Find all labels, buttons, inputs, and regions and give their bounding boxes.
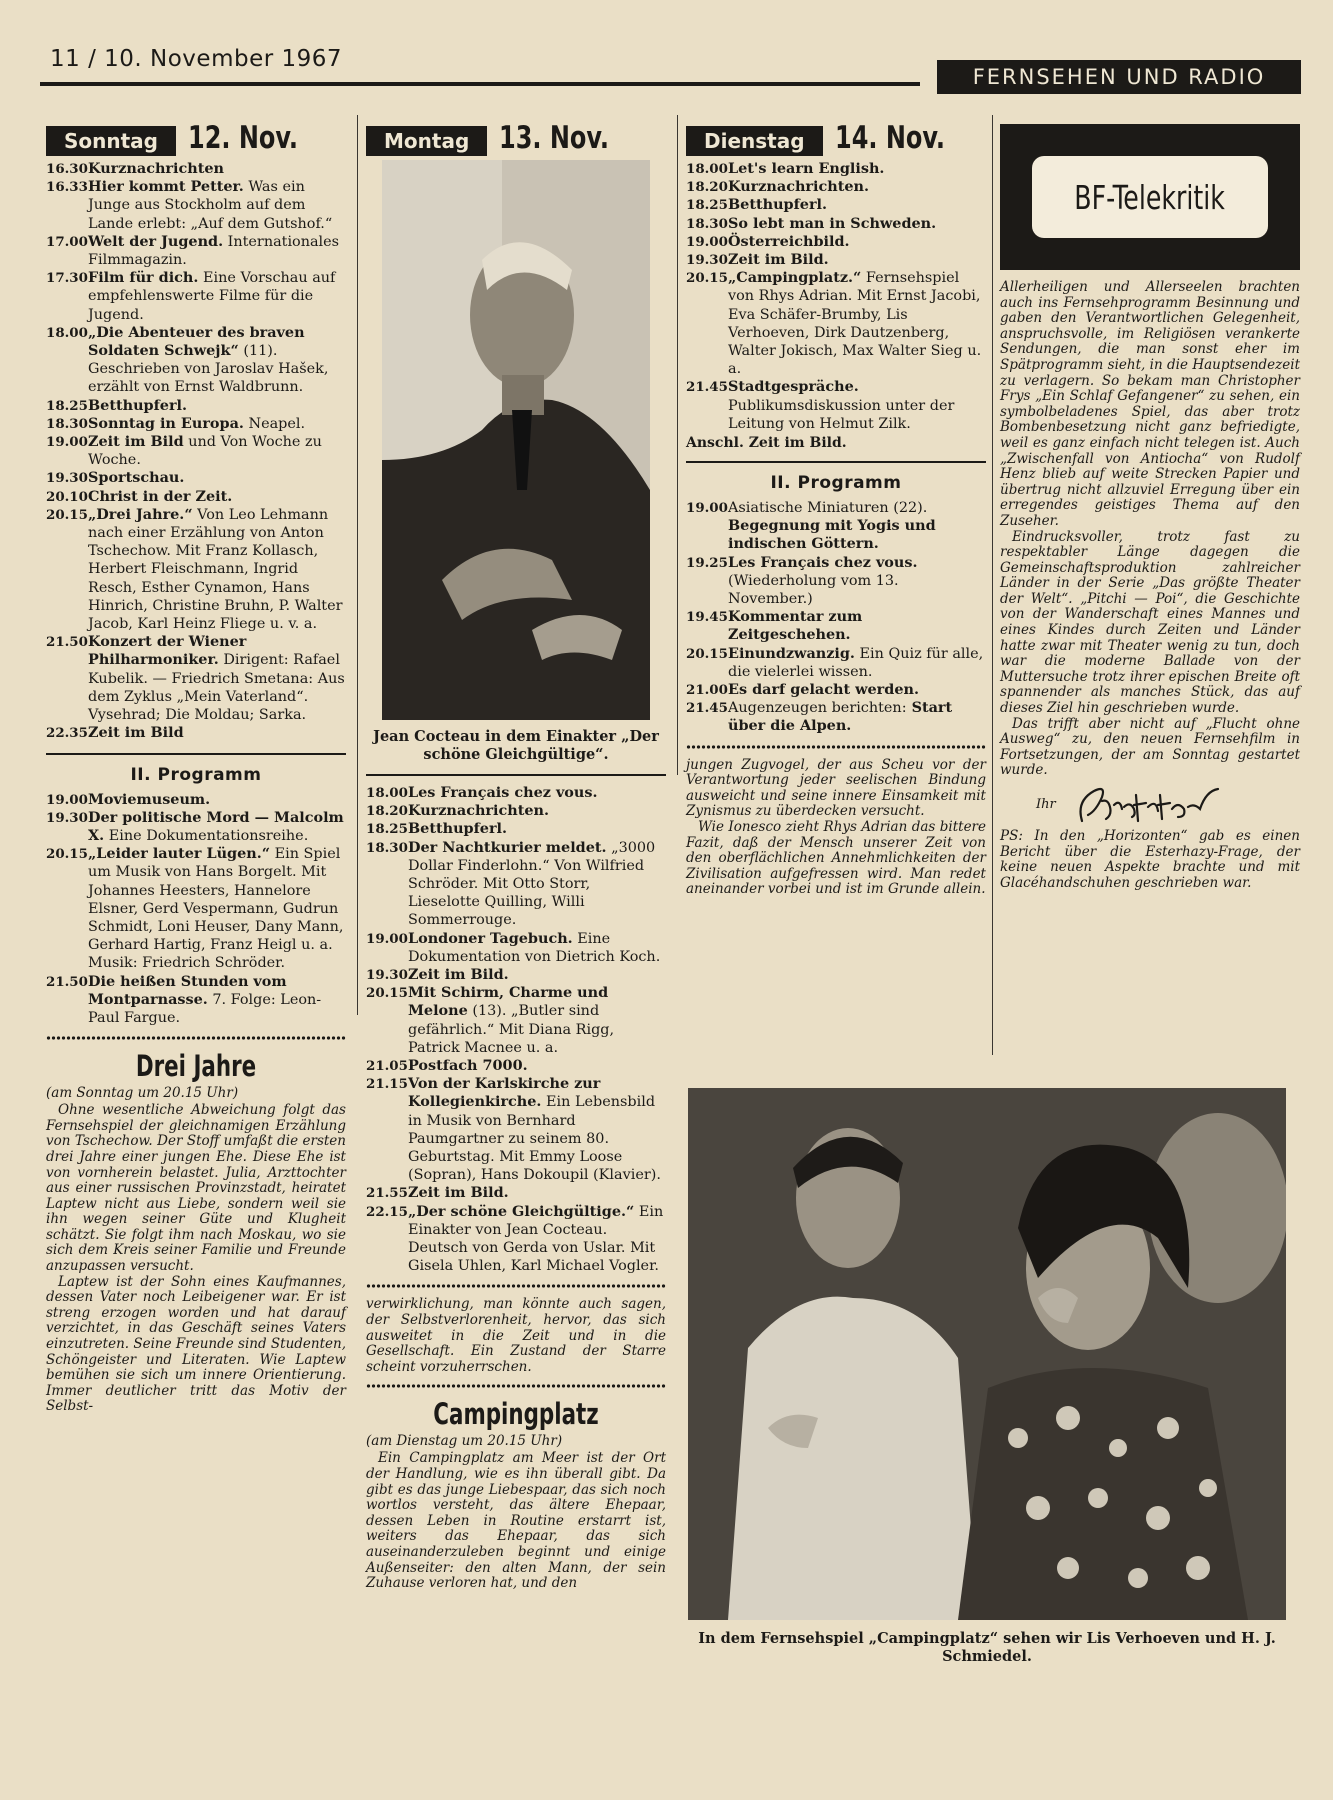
program-title: Es darf gelacht werden. [728, 681, 919, 699]
program-title: Betthupferl. [88, 396, 188, 414]
program-time: 18.20 [366, 803, 408, 820]
program-title: Begegnung mit Yogis und indischen Göttern. [728, 517, 936, 553]
program-entry [686, 269, 986, 378]
portrait-illustration [382, 160, 650, 720]
program-entry [46, 160, 346, 178]
program-desc: (11). Geschrieben von Jaroslav Hašek, erzählt von Ernst Waldbrunn. [88, 343, 329, 396]
program-desc: Publikumsdiskussion unter der Leitung von Helmut Zilk. [728, 397, 955, 432]
paragraph: Allerheiligen und Allerseelen brachten auch ins Fernsehprogramm Besinnung und gaben den Verantwortlichen Gelegenheit, anspruchsvolle, im Religiösen verankerte Sendungen, die man sonst eher im Spätprogramm sieht, in die Hauptsendezeit zu verlagern. So bekam man Christopher Frys „Ein Schlaf Gefangener“ zu sehen, ein symbolbeladenes Spiel, das aber trotz Bombenbesetzung nicht ganz befriedigte, weil es ganz einfach nicht telegen ist. Auch „Zwischenfall von Antiocha“ von Rudolf Henz blieb auf weite Strecken Papier und übertrug nicht allzuviel Erregung über ein erregendes geistiges Thema auf den Zuseher. [1000, 279, 1300, 529]
article-continuation [366, 1297, 666, 1375]
program-text [728, 233, 986, 251]
masthead [40, 42, 1302, 92]
program-title: Let's learn English. [728, 160, 885, 177]
program-title: So lebt man in Schweden. [728, 214, 937, 232]
program-desc: Asiatische Miniaturen (22). [728, 500, 928, 517]
program-entry [366, 1057, 666, 1075]
day-header [366, 110, 666, 156]
program-time: 18.30 [366, 839, 408, 856]
program-title: „Der schöne Gleichgültige.“ [408, 1202, 635, 1220]
telekritik-box [1000, 124, 1300, 270]
article-continuation [686, 758, 986, 898]
photo-caption: In dem Fernsehspiel „Campingplatz“ sehen wir Lis Verhoeven und H. J. Schmiedel. [698, 1630, 1276, 1665]
review-body [1000, 280, 1300, 779]
program-time: 21.50 [46, 634, 88, 651]
cocteau-photo [382, 160, 650, 720]
program-time: 18.00 [46, 324, 88, 341]
program-desc: und Von Woche zu Woche. [88, 434, 322, 469]
program-entry [46, 488, 346, 506]
program-entry [366, 984, 666, 1057]
program-title: Postfach 7000. [408, 1057, 528, 1075]
program-entry [686, 554, 986, 609]
program-text [88, 324, 346, 397]
program-time: 20.15 [46, 846, 88, 863]
program-title: Zeit im Bild. [408, 966, 509, 984]
paragraph: Laptew ist der Sohn eines Kaufmannes, dessen Vater noch Leibeigener war. Er ist streng erzogen worden und hat darauf verzichtet, in das Geschäft seines Vaters einzutreten. Seine Freunde sind Studenten, Schöngeister und Literaten. Wie Laptew bemühen sie sich um innere Orientierung. Immer deutlicher tritt das Motiv der Selbst- [46, 1273, 346, 1415]
program-time: 19.00 [686, 500, 728, 517]
program-time: 18.30 [46, 415, 88, 432]
section-title: FERNSEHEN UND RADIO [937, 60, 1301, 94]
signature-prefix: Ihr [1036, 796, 1056, 812]
program-time: 18.00 [686, 161, 728, 177]
program-time: 17.30 [46, 270, 88, 287]
program-entry [366, 966, 666, 984]
program-title: Kurznachrichten. [728, 178, 869, 196]
program-text [408, 984, 666, 1057]
program-desc: Eine Dokumentationsreihe. [104, 827, 309, 844]
program-time: 22.35 [46, 725, 88, 742]
program-time: 16.30 [46, 161, 88, 177]
program-time: 19.30 [366, 967, 408, 984]
day-date: 12. Nov. [188, 120, 298, 156]
program-desc: Internationales Filmmagazin. [88, 233, 340, 269]
program-time: 21.55 [366, 1185, 408, 1202]
paragraph: Eindrucksvoller, trotz fast zu respektabler Länge dagegen die Gemeinschaftsproduktion zahlreicher Länder in der Serie „Das größte Theater der Welt“. „Pitchi — Poi“, die Geschichte von der Wanderschaft eines Mannes und eines Kindes durch Zeiten und Länder hatte zwar mit Theater wenig zu tun, doch war die moderne Ballade von der Muttersuche trotz ihrer epischen Breite oft spannender als manches Stück, das auf dieses Ziel hin geschrieben wurde. [1000, 528, 1300, 717]
program-entry [686, 160, 986, 178]
program-entry [46, 269, 346, 324]
program-desc: Eine Vorschau auf empfehlenswerte Filme für die Jugend. [88, 270, 336, 323]
paragraph: Wie Ionesco zieht Rhys Adrian das bittere Fazit, daß der Mensch unserer Zeit von den oberflächlichen Annehmlichkeiten der Zivilisation aufgefressen wird. Man redet aneinander vorbei und ist im Grunde allein. [686, 819, 986, 898]
program-text [728, 178, 986, 196]
program-list [686, 160, 986, 433]
day-date: 13. Nov. [499, 120, 610, 156]
program-desc: Dirigent: Rafael Kubelik. — Friedrich Smetana: Aus dem Zyklus „Mein Vaterland“. Vysehrad; Die Moldau; Sarka. [88, 652, 345, 724]
monday-column [366, 110, 666, 1592]
program-time: 21.50 [46, 973, 88, 990]
program-desc: Fernsehspiel von Rhys Adrian. Mit Ernst Jacobi, Eva Schäfer-Brumby, Lis Verhoeven, Dirk Dautzenberg, Walter Jokisch, Max Walter Sieg u. a. [728, 270, 982, 378]
program-time: 21.15 [366, 1076, 408, 1093]
program-entry [686, 178, 986, 196]
program-desc: 7. Folge: Leon-Paul Fargue. [88, 991, 322, 1026]
sunday-column [46, 110, 346, 1415]
dotted-divider [46, 1035, 346, 1041]
program-entry [366, 1075, 666, 1184]
program-text [88, 973, 346, 1028]
program-entry [366, 802, 666, 820]
signature-block [1000, 779, 1300, 829]
program-time: 19.00 [46, 434, 88, 451]
program-text [88, 809, 346, 845]
program-title: Betthupferl. [408, 820, 508, 838]
program-title: Österreichbild. [728, 232, 850, 250]
program-text [88, 845, 346, 972]
program-title: Einundzwanzig. [728, 644, 855, 662]
program-text [88, 791, 346, 809]
program-entry [46, 178, 346, 233]
program-time: 18.00 [366, 785, 408, 801]
program-text [88, 633, 346, 724]
program-entry [46, 324, 346, 397]
program-desc: Von Leo Lehmann nach einer Erzählung von Anton Tschechow. Mit Franz Kollasch, Herbert Fleischmann, Ingrid Resch, Esther Cynamon, Hans Hinrich, Christine Bruhn, P. Walter Jacob, Karl Heinz Fliege u. v. a. [88, 506, 343, 633]
paragraph: verwirklichung, man könnte auch sagen, der Selbstverlorenheit, hervor, das sich ausweitet in die Zeit und in die Gesellschaft. Ein Zustand der Starre scheint vorzuherrschen. [366, 1296, 666, 1375]
program-text [88, 488, 346, 506]
paragraph: PS: In den „Horizonten“ gab es einen Bericht über die Esterhazy-Frage, der keine neuen Aspekte brachte und mit Glacéhandschuhen geschrieben war. [1000, 828, 1300, 891]
program-text [408, 1075, 666, 1184]
program-entry [686, 499, 986, 554]
program-time: 19.30 [46, 809, 88, 826]
program-desc: Ein Quiz für alle, die vielerlei wissen. [728, 645, 984, 680]
program-title: Zeit im Bild. [408, 1184, 509, 1202]
program-text [728, 251, 986, 269]
program-desc: (Wiederholung vom 13. November.) [728, 572, 899, 608]
program-title: Mit Schirm, Charme und Melone [408, 984, 609, 1020]
program-list [46, 791, 346, 1028]
program-title: „Drei Jahre.“ [88, 505, 193, 523]
photo-caption: Jean Cocteau in dem Einakter „Der schöne Gleichgültige“. [373, 728, 659, 763]
program-text [728, 215, 986, 233]
program-entry [686, 681, 986, 699]
program-desc: Augenzeugen berichten: [728, 700, 907, 717]
program-title: Les Français chez vous. [728, 553, 918, 571]
divider [686, 461, 986, 463]
program-list [366, 784, 666, 1275]
dotted-divider [366, 1283, 666, 1289]
article-subtitle: (am Sonntag um 20.15 Uhr) [46, 1085, 239, 1102]
program-text [88, 160, 346, 178]
telekritik-column [1000, 124, 1300, 891]
column-divider [992, 115, 993, 1055]
program-text [408, 802, 666, 820]
program-desc: (13). „Butler sind gefährlich.“ Mit Diana Rigg, Patrick Macnee u. a. [408, 1003, 615, 1056]
column-divider [357, 115, 358, 1015]
program-text [728, 269, 986, 378]
program-title: Sportschau. [88, 469, 185, 487]
program-entry [46, 415, 346, 433]
program-entry [366, 784, 666, 802]
program-entry [46, 469, 346, 487]
program-entry [46, 397, 346, 415]
program-entry [366, 1184, 666, 1202]
program-title: „Campingplatz.“ [728, 269, 862, 287]
signature-image [1072, 781, 1222, 827]
program-text [728, 554, 986, 609]
tuesday-column [686, 110, 986, 898]
program-time: 20.10 [46, 488, 88, 505]
day-label: Sonntag [46, 126, 176, 156]
program-entry [366, 930, 666, 966]
program-title: Start über die Alpen. [728, 699, 953, 735]
program-text [88, 178, 346, 233]
day-header [46, 110, 346, 156]
page-date: 11 / 10. November 1967 [50, 46, 343, 72]
postscript [1000, 829, 1300, 891]
program-time: 20.15 [46, 506, 88, 523]
program-entry [686, 215, 986, 233]
program-entry [46, 845, 346, 972]
day-date: 14. Nov. [834, 120, 945, 156]
program-text [88, 506, 346, 633]
program-time: 18.25 [46, 397, 88, 414]
program-entry [686, 251, 986, 269]
program-title: Kommentar zum Zeitgeschehen. [728, 608, 863, 644]
program-entry [686, 233, 986, 251]
program-entry [366, 820, 666, 838]
program-desc: Ein Einakter von Jean Cocteau. Deutsch von Gerda von Uslar. Mit Gisela Uhlen, Karl Michael Vogler. [408, 1203, 664, 1275]
program-title: Hier kommt Petter. [88, 178, 244, 196]
program-text [728, 378, 986, 433]
program-entry [46, 809, 346, 845]
program-entry [46, 791, 346, 809]
masthead-rule [40, 82, 920, 86]
article-subtitle: (am Dienstag um 20.15 Uhr) [366, 1433, 563, 1450]
program-entry [46, 233, 346, 269]
program-text [728, 160, 986, 178]
program-title: Zeit im Bild [88, 724, 184, 742]
day-label: Dienstag [686, 126, 823, 156]
program-text [88, 469, 346, 487]
program-entry [686, 645, 986, 681]
couple-illustration [688, 1088, 1286, 1620]
program-text [408, 784, 666, 802]
program-title: Les Français chez vous. [408, 784, 598, 801]
program-entry [46, 506, 346, 633]
program-text [728, 699, 986, 735]
program-title: „Leider lauter Lügen.“ [88, 845, 271, 863]
article-body [366, 1451, 666, 1591]
program-time: 20.15 [686, 645, 728, 662]
program-title: Der Nachtkurier meldet. [408, 838, 607, 856]
program-text [88, 433, 346, 469]
program-time: 19.00 [686, 233, 728, 250]
program-title: Film für dich. [88, 269, 199, 287]
program-time: 16.33 [46, 179, 88, 196]
program-desc: Was ein Junge aus Stockholm auf dem Lande erlebt: „Auf dem Gutshof.“ [88, 179, 333, 232]
program-entry [46, 633, 346, 724]
paragraph: Ohne wesentliche Abweichung folgt das Fernsehspiel der gleichnamigen Erzählung von Tschechow. Der Stoff umfaßt die ersten drei Jahre einer jungen Ehe. Diese Ehe ist von vornherein belastet. Julia, Arzttochter aus einer russischen Provinzstadt, heiratet Laptew nicht aus Liebe, sondern weil sie ihn wegen seiner Güte und Klugheit schätzt. Sie folgt ihm nach Moskau, wo sie sich dem Kreis seiner Familie und Freunde anzupassen versucht. [46, 1102, 346, 1275]
telekritik-title: BF-Telekritik [1074, 177, 1226, 217]
article-body [46, 1103, 346, 1415]
program-text [408, 930, 666, 966]
program-title: Betthupferl. [728, 196, 828, 214]
program-time: 19.45 [686, 609, 728, 626]
program-list [686, 499, 986, 736]
program-desc: „3000 Dollar Finderlohn.“ Von Wilfried Schröder. Mit Otto Storr, Lieselotte Quilling, Willi Sommerrouge. [408, 839, 656, 929]
program-title: Welt der Jugend. [88, 232, 224, 250]
program-text [408, 966, 666, 984]
program-time: 21.45 [686, 379, 728, 396]
program-text [728, 499, 986, 554]
program-entry [686, 196, 986, 214]
program-title: Christ in der Zeit. [88, 487, 233, 505]
dotted-divider [366, 1383, 666, 1389]
day-label: Montag [366, 126, 487, 156]
program-text [88, 415, 346, 433]
program-text [88, 724, 346, 742]
program-time: 21.45 [686, 700, 728, 717]
program-time: 19.00 [366, 930, 408, 947]
dotted-divider [686, 744, 986, 750]
program-time: 19.30 [686, 252, 728, 269]
program-entry [686, 378, 986, 433]
program-text [408, 1184, 666, 1202]
program-title: Die heißen Stunden vom Montparnasse. [88, 972, 287, 1008]
second-program-heading: II. Programm [130, 764, 262, 785]
program-entry [366, 839, 666, 930]
program-title: Kurznachrichten. [408, 802, 549, 820]
program-time: 21.05 [366, 1058, 408, 1075]
program-text [88, 269, 346, 324]
program-time: 18.25 [366, 821, 408, 838]
program-title: Zeit im Bild. [728, 251, 829, 269]
program-title: Von der Karlskirche zur Kollegienkirche. [408, 1075, 601, 1111]
program-text [88, 397, 346, 415]
divider [366, 774, 666, 776]
program-text [728, 681, 986, 699]
program-time: 18.30 [686, 215, 728, 232]
divider [46, 753, 346, 755]
program-entry [46, 724, 346, 742]
program-entry [366, 1203, 666, 1276]
program-text [728, 196, 986, 214]
program-time: 17.00 [46, 233, 88, 250]
program-title: Londoner Tagebuch. [408, 929, 573, 947]
program-text [408, 839, 666, 930]
program-time: 18.25 [686, 197, 728, 214]
second-program-heading: II. Programm [770, 473, 902, 494]
program-entry [46, 973, 346, 1028]
program-title: „Die Abenteuer des braven Soldaten Schwejk“ [88, 323, 305, 360]
program-title: Konzert der Wiener Philharmoniker. [88, 633, 247, 669]
article-title: Campingplatz [433, 1397, 599, 1432]
program-time: 19.30 [46, 470, 88, 487]
program-title: Kurznachrichten [88, 160, 224, 177]
paragraph: jungen Zugvogel, der aus Scheu vor der Verantwortung jeder seelischen Bindung ausweicht und seine innere Einsamkeit mit Zynismus zu überdecken versucht. [686, 756, 986, 820]
program-text [728, 608, 986, 644]
paragraph: Das trifft aber nicht auf „Flucht ohne Ausweg“ zu, den neuen Fernsehfilm in Fortsetzungen, der am Sonntag gestartet wurde. [1000, 715, 1300, 779]
campingplatz-photo [688, 1088, 1286, 1620]
program-text [408, 1203, 666, 1276]
program-list [46, 160, 346, 743]
program-time: 19.25 [686, 554, 728, 571]
program-desc: Eine Dokumentation von Dietrich Koch. [408, 930, 661, 965]
program-title: Stadtgespräche. [728, 378, 859, 396]
program-time: 18.20 [686, 179, 728, 196]
program-desc: Ein Spiel um Musik von Hans Borgelt. Mit Johannes Heesters, Hannelore Elsner, Gerd Vespermann, Gudrun Schmidt, Loni Heuser, Dany Mann, Gerhard Hartig, Franz Heigl u. a. Musik: Friedrich Schröder. [88, 846, 344, 972]
program-time: 21.00 [686, 682, 728, 699]
article-title: Drei Jahre [135, 1049, 257, 1084]
program-title: Der politische Mord — Malcolm X. [88, 808, 344, 844]
program-entry [46, 433, 346, 469]
column-divider [677, 115, 678, 775]
program-text [408, 820, 666, 838]
paragraph: Ein Campingplatz am Meer ist der Ort der Handlung, wie es ihn überall gibt. Da gibt es das junge Liebespaar, das sich noch wortlos versteht, das ältere Ehepaar, dessen Leben in Routine erstarrt ist, weiters das Ehepaar, das sich auseinanderzuleben beginnt und einige Außenseiter: den alten Mann, der sein Zuhause verloren hat, und den [366, 1450, 666, 1592]
day-header [686, 110, 986, 156]
program-time: 22.15 [366, 1203, 408, 1220]
program-title: Sonntag in Europa. [88, 414, 244, 432]
program-entry [686, 608, 986, 644]
program-text [408, 1057, 666, 1075]
program-desc: Neapel. [243, 415, 306, 432]
program-desc: Ein Lebensbild in Musik von Bernhard Paumgartner zu seinem 80. Geburtstag. Mit Emmy Loose (Sopran), Hans Dokoupil (Klavier). [408, 1094, 661, 1184]
telekritik-logo [1032, 156, 1268, 238]
program-title: Moviemuseum. [88, 790, 211, 808]
program-text [728, 645, 986, 681]
program-time: 20.15 [366, 985, 408, 1002]
program-title: Zeit im Bild [88, 433, 184, 451]
program-text [88, 233, 346, 269]
program-time: 19.00 [46, 791, 88, 808]
program-time: 20.15 [686, 270, 728, 287]
anschl-line: Anschl. Zeit im Bild. [686, 435, 847, 452]
program-entry [686, 699, 986, 735]
